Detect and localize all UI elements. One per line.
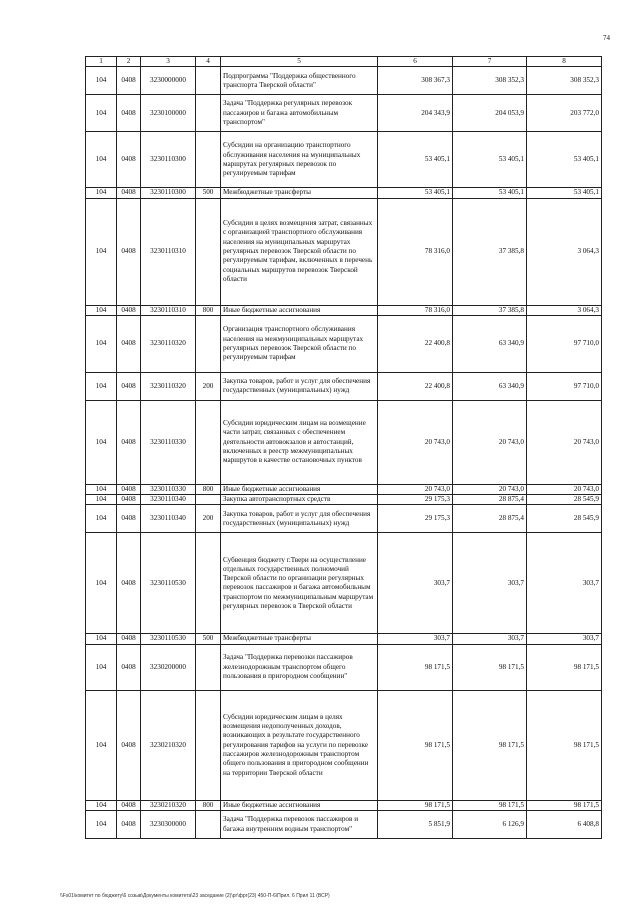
description-cell: Иные бюджетные ассигнования xyxy=(221,484,378,494)
amount-col7-cell: 303,7 xyxy=(453,634,527,644)
description-cell: Закупка автотранспортных средств xyxy=(221,495,378,505)
amount-col8-cell: 98 171,5 xyxy=(527,800,602,810)
table-row xyxy=(86,372,602,400)
amount-col7-cell: 53 405,1 xyxy=(453,188,527,198)
amount-col6-cell: 308 367,3 xyxy=(378,67,453,95)
section-cell: 0408 xyxy=(117,484,141,494)
description-cell: Задача "Поддержка перевозок пассажиров и багажа внутренним водным транспортом" xyxy=(221,811,378,839)
amount-col7-cell: 37 385,8 xyxy=(453,305,527,315)
target-article-cell: 3230210320 xyxy=(141,800,196,810)
expense-type-cell xyxy=(196,690,221,800)
table-row xyxy=(86,644,602,690)
amount-col8-cell: 203 772,0 xyxy=(527,95,602,132)
amount-col7-cell: 6 126,9 xyxy=(453,811,527,839)
amount-col7-cell: 63 340,9 xyxy=(453,372,527,400)
footer-path: \\Fs01\комитет по бюджету\6 созыв\Документы комитета\23 заседание (2)\рг\фрг(23) 450-П-6\Прил. 6 Прил 11 (ВСР) xyxy=(60,893,330,899)
amount-col6-cell: 78 316,0 xyxy=(378,305,453,315)
kvsr-cell: 104 xyxy=(86,372,117,400)
amount-col6-cell: 22 400,8 xyxy=(378,372,453,400)
target-article-cell: 3230100000 xyxy=(141,95,196,132)
kvsr-cell: 104 xyxy=(86,533,117,634)
amount-col7-cell: 53 405,1 xyxy=(453,132,527,188)
kvsr-cell: 104 xyxy=(86,95,117,132)
amount-col7-cell: 28 875,4 xyxy=(453,495,527,505)
expense-type-cell: 200 xyxy=(196,372,221,400)
table-row xyxy=(86,188,602,198)
target-article-cell: 3230000000 xyxy=(141,67,196,95)
amount-col8-cell: 98 171,5 xyxy=(527,690,602,800)
header-cell: 8 xyxy=(527,57,602,67)
header-cell: 3 xyxy=(141,57,196,67)
kvsr-cell: 104 xyxy=(86,132,117,188)
section-cell: 0408 xyxy=(117,198,141,305)
kvsr-cell: 104 xyxy=(86,188,117,198)
expense-type-cell xyxy=(196,533,221,634)
amount-col8-cell: 308 352,3 xyxy=(527,67,602,95)
expense-type-cell xyxy=(196,495,221,505)
expense-type-cell xyxy=(196,95,221,132)
section-cell: 0408 xyxy=(117,690,141,800)
amount-col6-cell: 98 171,5 xyxy=(378,644,453,690)
table-row xyxy=(86,811,602,839)
table-row xyxy=(86,495,602,505)
target-article-cell: 3230110310 xyxy=(141,198,196,305)
kvsr-cell: 104 xyxy=(86,811,117,839)
amount-col8-cell: 28 545,9 xyxy=(527,495,602,505)
target-article-cell: 3230200000 xyxy=(141,644,196,690)
amount-col7-cell: 308 352,3 xyxy=(453,67,527,95)
header-cell: 7 xyxy=(453,57,527,67)
amount-col7-cell: 98 171,5 xyxy=(453,644,527,690)
table-row xyxy=(86,400,602,484)
amount-col6-cell: 20 743,0 xyxy=(378,400,453,484)
expense-type-cell xyxy=(196,67,221,95)
description-cell: Межбюджетные трансферты xyxy=(221,188,378,198)
target-article-cell: 3230110330 xyxy=(141,484,196,494)
section-cell: 0408 xyxy=(117,188,141,198)
amount-col7-cell: 98 171,5 xyxy=(453,800,527,810)
amount-col6-cell: 22 400,8 xyxy=(378,315,453,372)
amount-col7-cell: 20 743,0 xyxy=(453,484,527,494)
amount-col8-cell: 28 545,9 xyxy=(527,505,602,533)
amount-col6-cell: 303,7 xyxy=(378,533,453,634)
kvsr-cell: 104 xyxy=(86,800,117,810)
amount-col8-cell: 53 405,1 xyxy=(527,188,602,198)
expense-type-cell: 800 xyxy=(196,800,221,810)
kvsr-cell: 104 xyxy=(86,315,117,372)
amount-col6-cell: 204 343,9 xyxy=(378,95,453,132)
kvsr-cell: 104 xyxy=(86,690,117,800)
amount-col7-cell: 303,7 xyxy=(453,533,527,634)
description-cell: Закупка товаров, работ и услуг для обеспечения государственных (муниципальных) нужд xyxy=(221,505,378,533)
table-row xyxy=(86,95,602,132)
description-cell: Субсидии на организацию транспортного обслуживания населения на муниципальных маршрутах регулярных перевозок по регулируемым тарифам xyxy=(221,132,378,188)
header-cell: 4 xyxy=(196,57,221,67)
section-cell: 0408 xyxy=(117,400,141,484)
kvsr-cell: 104 xyxy=(86,495,117,505)
description-cell: Иные бюджетные ассигнования xyxy=(221,305,378,315)
amount-col6-cell: 29 175,3 xyxy=(378,505,453,533)
amount-col8-cell: 97 710,0 xyxy=(527,315,602,372)
amount-col6-cell: 53 405,1 xyxy=(378,132,453,188)
kvsr-cell: 104 xyxy=(86,644,117,690)
section-cell: 0408 xyxy=(117,95,141,132)
kvsr-cell: 104 xyxy=(86,305,117,315)
amount-col8-cell: 97 710,0 xyxy=(527,372,602,400)
description-cell: Закупка товаров, работ и услуг для обеспечения государственных (муниципальных) нужд xyxy=(221,372,378,400)
amount-col8-cell: 303,7 xyxy=(527,533,602,634)
kvsr-cell: 104 xyxy=(86,400,117,484)
expense-type-cell: 800 xyxy=(196,484,221,494)
description-cell: Субсидии в целях возмещения затрат, связанных с организацией транспортного обслуживания населения на муниципальных маршрутах регулярных перевозок Тверской области по регулируемым тарифам, включенных в перечень социальных маршрутов перевозок Тверской области xyxy=(221,198,378,305)
target-article-cell: 3230110320 xyxy=(141,315,196,372)
table-row xyxy=(86,800,602,810)
description-cell: Субвенция бюджету г.Твери на осуществление отдельных государственных полномочий Тверской области по организации регулярных перевозок пассажиров и багажа автомобильным транспортом по межмуниципальным маршрутам регулярных перевозок в Тверской области xyxy=(221,533,378,634)
amount-col6-cell: 78 316,0 xyxy=(378,198,453,305)
section-cell: 0408 xyxy=(117,800,141,810)
amount-col7-cell: 28 875,4 xyxy=(453,505,527,533)
kvsr-cell: 104 xyxy=(86,67,117,95)
target-article-cell: 3230110530 xyxy=(141,533,196,634)
amount-col6-cell: 5 851,9 xyxy=(378,811,453,839)
section-cell: 0408 xyxy=(117,811,141,839)
section-cell: 0408 xyxy=(117,644,141,690)
description-cell: Подпрограмма "Поддержка общественного транспорта Тверской области" xyxy=(221,67,378,95)
description-cell: Задача "Поддержка перевозки пассажиров железнодорожным транспортом общего пользования в пригородном сообщении" xyxy=(221,644,378,690)
description-cell: Субсидии юридическим лицам в целях возмещения недополученных доходов, возникающих в результате государственного регулирования тарифов на услуги по перевозке пассажиров железнодорожным транспортом общего пользования в пригородном сообщении на территории Тверской области xyxy=(221,690,378,800)
section-cell: 0408 xyxy=(117,372,141,400)
expense-type-cell: 200 xyxy=(196,505,221,533)
expense-type-cell: 500 xyxy=(196,188,221,198)
amount-col6-cell: 29 175,3 xyxy=(378,495,453,505)
expense-type-cell xyxy=(196,132,221,188)
expense-type-cell xyxy=(196,315,221,372)
target-article-cell: 3230110320 xyxy=(141,372,196,400)
page-number: 74 xyxy=(603,34,610,42)
table-row xyxy=(86,634,602,644)
expense-type-cell xyxy=(196,644,221,690)
section-cell: 0408 xyxy=(117,634,141,644)
target-article-cell: 3230300000 xyxy=(141,811,196,839)
kvsr-cell: 104 xyxy=(86,484,117,494)
budget-table xyxy=(85,56,602,839)
table-body xyxy=(86,67,602,839)
table-row xyxy=(86,533,602,634)
amount-col8-cell: 20 743,0 xyxy=(527,484,602,494)
table-row xyxy=(86,484,602,494)
target-article-cell: 3230110530 xyxy=(141,634,196,644)
amount-col7-cell: 20 743,0 xyxy=(453,400,527,484)
section-cell: 0408 xyxy=(117,495,141,505)
amount-col8-cell: 3 064,3 xyxy=(527,198,602,305)
amount-col6-cell: 53 405,1 xyxy=(378,188,453,198)
expense-type-cell: 800 xyxy=(196,305,221,315)
description-cell: Задача "Поддержка регулярных перевозок пассажиров и багажа автомобильным транспортом" xyxy=(221,95,378,132)
amount-col8-cell: 98 171,5 xyxy=(527,644,602,690)
target-article-cell: 3230110340 xyxy=(141,495,196,505)
table-row xyxy=(86,305,602,315)
header-row xyxy=(86,57,602,67)
amount-col8-cell: 303,7 xyxy=(527,634,602,644)
amount-col7-cell: 37 385,8 xyxy=(453,198,527,305)
amount-col6-cell: 303,7 xyxy=(378,634,453,644)
description-cell: Межбюджетные трансферты xyxy=(221,634,378,644)
target-article-cell: 3230110300 xyxy=(141,132,196,188)
section-cell: 0408 xyxy=(117,132,141,188)
section-cell: 0408 xyxy=(117,315,141,372)
kvsr-cell: 104 xyxy=(86,505,117,533)
target-article-cell: 3230210320 xyxy=(141,690,196,800)
section-cell: 0408 xyxy=(117,505,141,533)
target-article-cell: 3230110300 xyxy=(141,188,196,198)
table-row xyxy=(86,198,602,305)
expense-type-cell xyxy=(196,811,221,839)
expense-type-cell xyxy=(196,400,221,484)
amount-col8-cell: 53 405,1 xyxy=(527,132,602,188)
section-cell: 0408 xyxy=(117,67,141,95)
amount-col8-cell: 6 408,8 xyxy=(527,811,602,839)
target-article-cell: 3230110310 xyxy=(141,305,196,315)
description-cell: Организация транспортного обслуживания населения на межмуниципальных маршрутах регулярных перевозок Тверской области по регулируемым тарифам xyxy=(221,315,378,372)
kvsr-cell: 104 xyxy=(86,634,117,644)
table-row xyxy=(86,690,602,800)
description-cell: Субсидии юридическим лицам на возмещение части затрат, связанных с обеспечением деятельности автовокзалов и автостанций, включенных в реестр межмуниципальных маршрутов в качестве остановочных пунктов xyxy=(221,400,378,484)
amount-col8-cell: 3 064,3 xyxy=(527,305,602,315)
amount-col7-cell: 63 340,9 xyxy=(453,315,527,372)
header-cell: 5 xyxy=(221,57,378,67)
table-row xyxy=(86,67,602,95)
section-cell: 0408 xyxy=(117,305,141,315)
header-cell: 6 xyxy=(378,57,453,67)
description-cell: Иные бюджетные ассигнования xyxy=(221,800,378,810)
amount-col7-cell: 98 171,5 xyxy=(453,690,527,800)
section-cell: 0408 xyxy=(117,533,141,634)
amount-col6-cell: 98 171,5 xyxy=(378,690,453,800)
expense-type-cell xyxy=(196,198,221,305)
amount-col7-cell: 204 053,9 xyxy=(453,95,527,132)
amount-col6-cell: 20 743,0 xyxy=(378,484,453,494)
target-article-cell: 3230110340 xyxy=(141,505,196,533)
kvsr-cell: 104 xyxy=(86,198,117,305)
table-row xyxy=(86,132,602,188)
amount-col8-cell: 20 743,0 xyxy=(527,400,602,484)
table-row xyxy=(86,505,602,533)
amount-col6-cell: 98 171,5 xyxy=(378,800,453,810)
target-article-cell: 3230110330 xyxy=(141,400,196,484)
header-cell: 1 xyxy=(86,57,117,67)
expense-type-cell: 500 xyxy=(196,634,221,644)
header-cell: 2 xyxy=(117,57,141,67)
table-row xyxy=(86,315,602,372)
